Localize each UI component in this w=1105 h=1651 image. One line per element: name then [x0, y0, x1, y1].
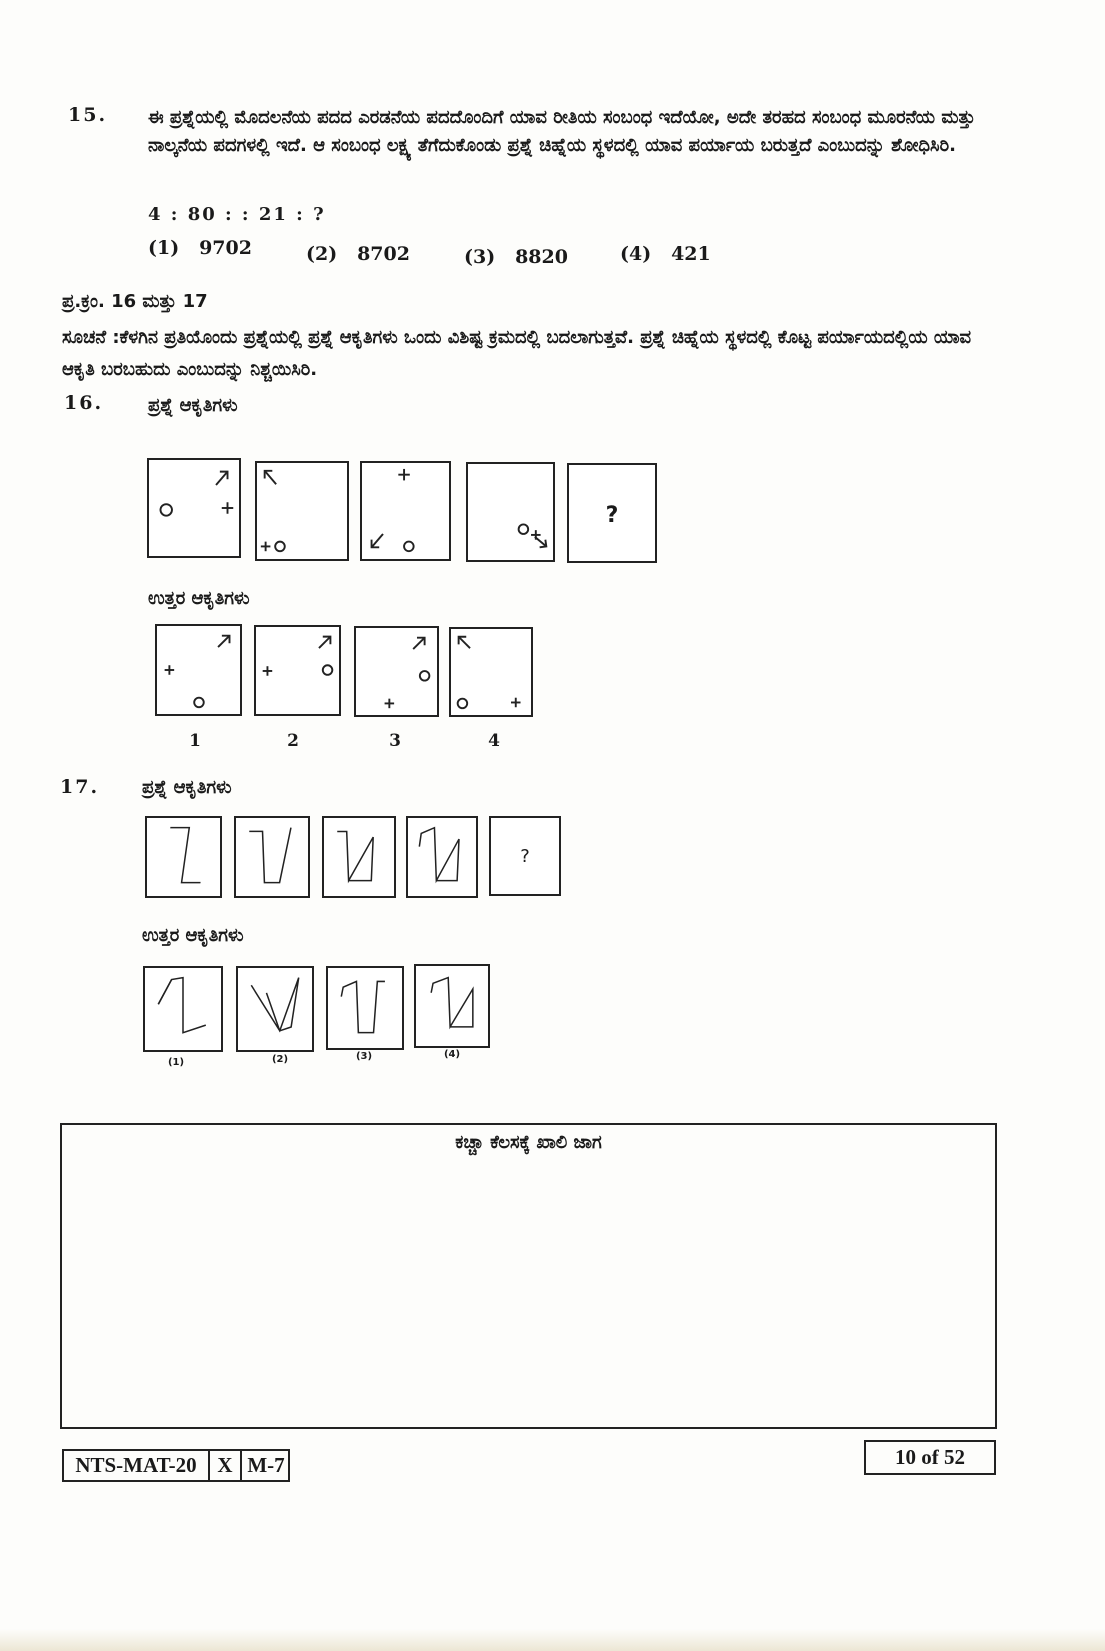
option-number: (3)	[464, 246, 496, 268]
note-text: ಕೆಳಗಿನ ಪ್ರತಿಯೊಂದು ಪ್ರಶ್ನೆಯಲ್ಲಿ ಪ್ರಶ್ನೆ ಆಕೃತಿಗಳು ಒಂದು ವಿಶಿಷ್ಟ ಕ್ರಮದಲ್ಲಿ ಬದಲಾಗುತ್ತವೆ. ಪ್ರಶ್ನೆ ಚಿಹ್ನೆಯ ಸ್ಥಳದಲ್ಲಿ ಕೊಟ್ಟ ಪರ್ಯಾಯದಲ್ಲಿಯ ಯಾವ ಆಕೃತಿ ಬರಬಹುದು ಎಂಬುದನ್ನು ನಿಶ್ಚಯಿಸಿರಿ.	[62, 327, 972, 380]
question-15-option-3[interactable]	[464, 246, 568, 268]
q17-question-figure-4	[406, 816, 478, 898]
option-number: (4)	[620, 243, 652, 265]
q17-answer-label-1: (1)	[167, 1057, 185, 1068]
option-value: 421	[671, 243, 711, 265]
q17-answer-figure-2[interactable]	[236, 966, 314, 1052]
question-15-number: 15.	[68, 104, 108, 126]
question-15-ratio: 4 : 80 : : 21 : ?	[148, 204, 326, 225]
q17-answer-label-3: (3)	[355, 1051, 373, 1062]
question-16-answer-label: ಉತ್ತರ ಆಕೃತಿಗಳು	[148, 588, 250, 609]
section-note	[62, 322, 1002, 385]
section-heading: ಪ್ರ.ಕ್ರಂ. 16 ಮತ್ತು 17	[62, 291, 208, 312]
q16-question-figure-4	[466, 462, 555, 562]
question-17-figures-label: ಪ್ರಶ್ನೆ ಆಕೃತಿಗಳು	[142, 777, 232, 798]
question-15-option-4[interactable]	[620, 243, 711, 265]
question-mark: ?	[605, 503, 619, 528]
question-17-answer-label: ಉತ್ತರ ಆಕೃತಿಗಳು	[142, 925, 244, 946]
option-number: (2)	[306, 243, 338, 265]
q16-answer-label-1: 1	[189, 731, 201, 751]
footer-code-box	[62, 1449, 290, 1482]
paper-edge	[0, 1629, 1105, 1651]
q17-answer-label-2: (2)	[271, 1054, 289, 1065]
question-17-number: 17.	[60, 776, 100, 798]
note-label: ಸೂಚನೆ :	[62, 327, 120, 348]
q17-answer-label-4: (4)	[443, 1049, 461, 1060]
q16-answer-label-3: 3	[389, 731, 401, 751]
footer-page-box	[864, 1440, 996, 1475]
question-15-option-1[interactable]	[148, 237, 252, 259]
q17-question-figure-3	[322, 816, 396, 898]
rough-work-box	[60, 1123, 997, 1429]
option-number: (1)	[148, 237, 180, 259]
q16-answer-figure-4[interactable]	[449, 627, 533, 717]
q16-answer-figure-2[interactable]	[254, 625, 341, 716]
q16-answer-label-2: 2	[287, 731, 299, 751]
q17-answer-figure-3[interactable]	[326, 966, 404, 1050]
q17-question-figure-1	[145, 816, 222, 898]
question-15-option-2[interactable]	[306, 243, 410, 265]
q16-question-figure-2	[255, 461, 349, 561]
q16-answer-figure-1[interactable]	[155, 624, 242, 716]
option-value: 8820	[515, 246, 568, 268]
q17-question-figure-5	[489, 816, 561, 896]
q17-answer-figure-4[interactable]	[414, 964, 490, 1048]
q17-question-figure-2	[234, 816, 310, 898]
footer-series: M-7	[247, 1453, 285, 1477]
rough-work-title: ಕಚ್ಚಾ ಕೆಲಸಕ್ಕೆ ಖಾಲಿ ಜಾಗ	[455, 1132, 602, 1153]
q16-question-figure-5	[567, 463, 657, 563]
q16-answer-label-4: 4	[488, 731, 500, 751]
page-number: 10 of 52	[895, 1445, 965, 1469]
footer-exam-code: NTS-MAT-20	[75, 1453, 197, 1477]
q16-answer-figure-3[interactable]	[354, 626, 439, 717]
option-value: 8702	[357, 243, 410, 265]
question-mark: ?	[520, 846, 530, 867]
q17-answer-figure-1[interactable]	[143, 966, 223, 1052]
footer-class: X	[217, 1453, 233, 1477]
option-value: 9702	[199, 237, 252, 259]
q16-question-figure-1	[147, 458, 241, 558]
question-16-figures-label: ಪ್ರಶ್ನೆ ಆಕೃತಿಗಳು	[148, 395, 238, 416]
q16-question-figure-3	[360, 461, 451, 561]
question-16-number: 16.	[64, 392, 104, 414]
question-15-text: ಈ ಪ್ರಶ್ನೆಯಲ್ಲಿ ಮೊದಲನೆಯ ಪದದ ಎರಡನೆಯ ಪದದೊಂದಿಗೆ ಯಾವ ರೀತಿಯ ಸಂಬಂಧ ಇದೆಯೋ, ಅದೇ ತರಹದ ಸಂಬಂಧ ಮೂರನೆಯ ಮತ್ತು ನಾಲ್ಕನೆಯ ಪದಗಳಲ್ಲಿ ಇದೆ. ಆ ಸಂಬಂಧ ಲಕ್ಷ್ಯ ತೆಗೆದುಕೊಂಡು ಪ್ರಶ್ನೆ ಚಿಹ್ನೆಯ ಸ್ಥಳದಲ್ಲಿ ಯಾವ ಪರ್ಯಾಯ ಬರುತ್ತದೆ ಎಂಬುದನ್ನು ಶೋಧಿಸಿರಿ.	[148, 107, 976, 156]
